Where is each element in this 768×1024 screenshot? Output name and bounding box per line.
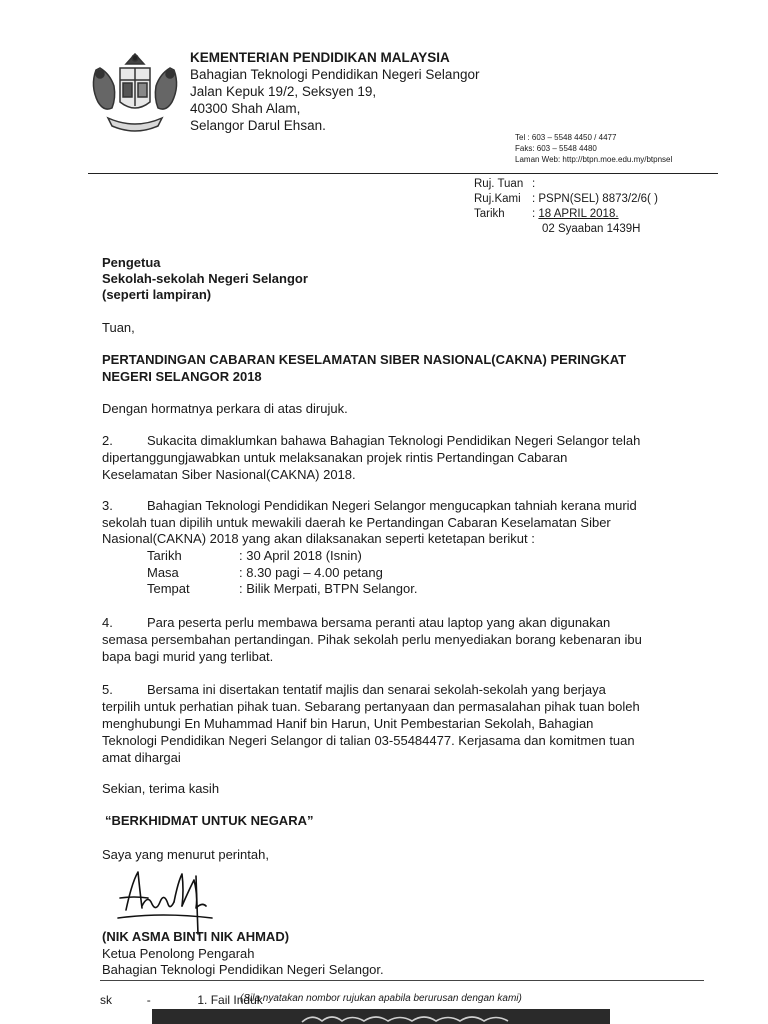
paragraph-text: Para peserta perlu membawa bersama peranti atau laptop yang akan digunakan	[147, 615, 611, 630]
subject-line: NEGERI SELANGOR 2018	[102, 369, 262, 384]
recipient-block	[102, 255, 308, 303]
ruj-kami-label: Ruj.Kami	[474, 193, 521, 205]
hijri-date: 02 Syaaban 1439H	[542, 223, 641, 235]
salutation: Tuan,	[102, 320, 135, 335]
address-line: Selangor Darul Ehsan.	[190, 118, 326, 133]
paragraph-text: amat dihargai	[102, 750, 181, 765]
ruj-kami-value: : PSPN(SEL) 8873/2/6( )	[532, 193, 658, 205]
schedule-label: Tarikh	[147, 548, 182, 563]
ministry-name: KEMENTERIAN PENDIDIKAN MALAYSIA	[190, 50, 450, 65]
paragraph-text: Bahagian Teknologi Pendidikan Negeri Selangor mengucapkan tahniah kerana murid	[147, 498, 637, 513]
paragraph-4	[102, 615, 681, 631]
letterhead	[190, 49, 479, 134]
schedule-row	[147, 581, 417, 598]
yours-faithfully: Saya yang menurut perintah,	[102, 847, 269, 862]
telephone: Tel : 603 – 5548 4450 / 4477	[515, 133, 617, 142]
recipient-note: (seperti lampiran)	[102, 287, 212, 302]
opening-line: Dengan hormatnya perkara di atas dirujuk.	[102, 401, 348, 416]
copy-dash: -	[146, 993, 151, 1007]
website: Laman Web: http://btpn.moe.edu.my/btpnsel	[515, 155, 673, 164]
contact-block	[515, 132, 672, 165]
schedule-value: : 8.30 pagi – 4.00 petang	[239, 564, 383, 580]
ruj-tuan-value: :	[532, 178, 536, 190]
signatory-department: Bahagian Teknologi Pendidikan Negeri Selangor.	[102, 962, 384, 977]
coat-of-arms-icon	[86, 50, 184, 136]
paragraph-text: menghubungi En Muhammad Hanif bin Harun, Unit Pembestarian Sekolah, Bahagian	[102, 716, 594, 731]
header-divider	[88, 173, 718, 174]
schedule-label: Masa	[147, 564, 179, 580]
footer-note: (Sila nyatakan nombor rujukan apabila berurusan dengan kami)	[240, 993, 522, 1004]
paragraph-text: Keselamatan Siber Nasional(CAKNA) 2018.	[102, 467, 356, 482]
address-line: Jalan Kepuk 19/2, Seksyen 19,	[190, 84, 377, 99]
paragraph-number: 4.	[102, 615, 113, 630]
paragraph-text: sekolah tuan dipilih untuk mewakili daerah ke Pertandingan Cabaran Keselamatan Siber	[102, 515, 611, 530]
paragraph-number: 3.	[102, 498, 113, 513]
stamp-band	[152, 1009, 610, 1024]
paragraph-text: terpilih untuk perhatian pihak tuan. Sebarang pertanyaan dan permasalahan pihak tuan boleh	[102, 699, 640, 714]
schedule-table	[147, 548, 417, 598]
recipient-title: Pengetua	[102, 255, 161, 270]
copy-label: sk	[100, 993, 112, 1007]
signatory-block	[102, 929, 384, 978]
paragraph-number: 5.	[102, 682, 113, 697]
schedule-row	[147, 548, 417, 565]
paragraph-text: Bersama ini disertakan tentatif majlis dan senarai sekolah-sekolah yang berjaya	[147, 682, 606, 697]
paragraph-number: 2.	[102, 433, 113, 448]
ruj-tuan-label: Ruj. Tuan	[474, 178, 524, 190]
paragraph-text: Teknologi Pendidikan Negeri Selangor di talian 03-55484477. Kerjasama dan komitmen tuan	[102, 733, 635, 748]
stamp-script-image	[152, 1009, 610, 1024]
recipient-schools: Sekolah-sekolah Negeri Selangor	[102, 271, 308, 286]
paragraph-text: Sukacita dimaklumkan bahawa Bahagian Teknologi Pendidikan Negeri Selangor telah	[147, 433, 641, 448]
paragraph-3	[102, 498, 637, 514]
address-line: Bahagian Teknologi Pendidikan Negeri Selangor	[190, 67, 480, 82]
paragraph-5	[102, 682, 681, 698]
schedule-value: : 30 April 2018 (Isnin)	[239, 548, 362, 563]
signatory-name: (NIK ASMA BINTI NIK AHMAD)	[102, 929, 290, 944]
reference-block	[474, 177, 658, 237]
schedule-value: : Bilik Merpati, BTPN Selangor.	[239, 581, 418, 596]
motto: “BERKHIDMAT UNTUK NEGARA”	[105, 813, 314, 828]
subject-line: PERTANDINGAN CABARAN KESELAMATAN SIBER NASIONAL(CAKNA) PERINGKAT	[102, 352, 627, 367]
signatory-title: Ketua Penolong Pengarah	[102, 946, 255, 961]
footer-divider	[100, 980, 704, 981]
paragraph-text: Nasional(CAKNA) 2018 yang akan dilaksanakan seperti ketetapan berikut :	[102, 531, 535, 546]
schedule-row	[147, 565, 417, 582]
schedule-label: Tempat	[147, 581, 190, 596]
copy-item: 1. Fail Induk	[197, 993, 263, 1007]
date-label: Tarikh	[474, 208, 505, 220]
date-colon: :	[532, 208, 536, 220]
paragraph-text: semasa persembahan pertandingan. Pihak sekolah perlu menyediakan borang kebenaran ibu	[102, 632, 642, 647]
copy-list	[100, 993, 263, 1007]
paragraph-2	[102, 433, 640, 449]
fax: Faks: 603 – 5548 4480	[515, 144, 597, 153]
paragraph-text: dipertanggungjawabkan untuk melaksanakan projek rintis Pertandingan Cabaran	[102, 450, 568, 465]
closing-line: Sekian, terima kasih	[102, 781, 220, 796]
date-value: 18 APRIL 2018.	[538, 208, 619, 220]
paragraph-text: bapa bagi murid yang terlibat.	[102, 649, 274, 664]
address-line: 40300 Shah Alam,	[190, 101, 301, 116]
